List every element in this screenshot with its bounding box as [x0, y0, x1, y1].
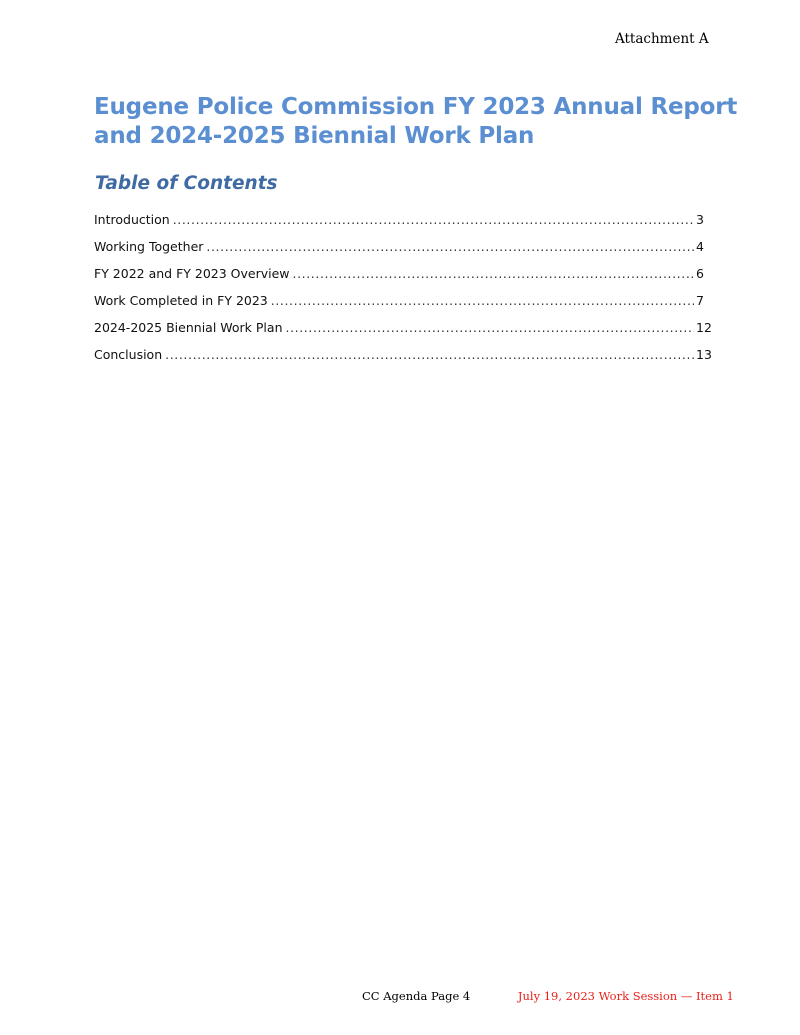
toc-entry-conclusion[interactable]: [94, 347, 714, 374]
toc-dot-leader: [286, 320, 695, 335]
toc-entry-page: 12: [696, 320, 712, 335]
attachment-label: Attachment A: [615, 31, 709, 47]
document-title: Eugene Police Commission FY 2023 Annual Report and 2024-2025 Biennial Work Plan: [94, 94, 738, 149]
toc-entry-label: Work Completed in FY 2023: [94, 293, 268, 308]
toc-dot-leader: [173, 212, 694, 227]
toc-entry-label: Introduction: [94, 212, 170, 227]
toc-entry-label: Conclusion: [94, 347, 163, 362]
toc-entry-page: 6: [696, 266, 704, 281]
toc-entry-page: 13: [696, 347, 712, 362]
table-of-contents: [94, 212, 714, 374]
toc-entry-work-completed[interactable]: [94, 293, 714, 320]
footer-session-label: July 19, 2023 Work Session — Item 1: [517, 989, 734, 1003]
toc-heading: Table of Contents: [95, 173, 278, 194]
toc-entry-label: FY 2022 and FY 2023 Overview: [94, 266, 290, 281]
toc-entry-label: Working Together: [94, 239, 204, 254]
toc-dot-leader: [206, 239, 694, 254]
toc-entry-work-plan[interactable]: [94, 320, 714, 347]
toc-dot-leader: [165, 347, 694, 362]
toc-entry-introduction[interactable]: [94, 212, 714, 239]
toc-entry-working-together[interactable]: [94, 239, 714, 266]
page-footer: [362, 989, 734, 1003]
toc-entry-page: 7: [696, 293, 704, 308]
toc-dot-leader: [271, 293, 694, 308]
footer-page-label: CC Agenda Page 4: [362, 989, 471, 1003]
toc-entry-overview[interactable]: [94, 266, 714, 293]
toc-entry-page: 3: [696, 212, 704, 227]
toc-dot-leader: [293, 266, 694, 281]
toc-entry-label: 2024-2025 Biennial Work Plan: [94, 320, 283, 335]
toc-entry-page: 4: [696, 239, 704, 254]
